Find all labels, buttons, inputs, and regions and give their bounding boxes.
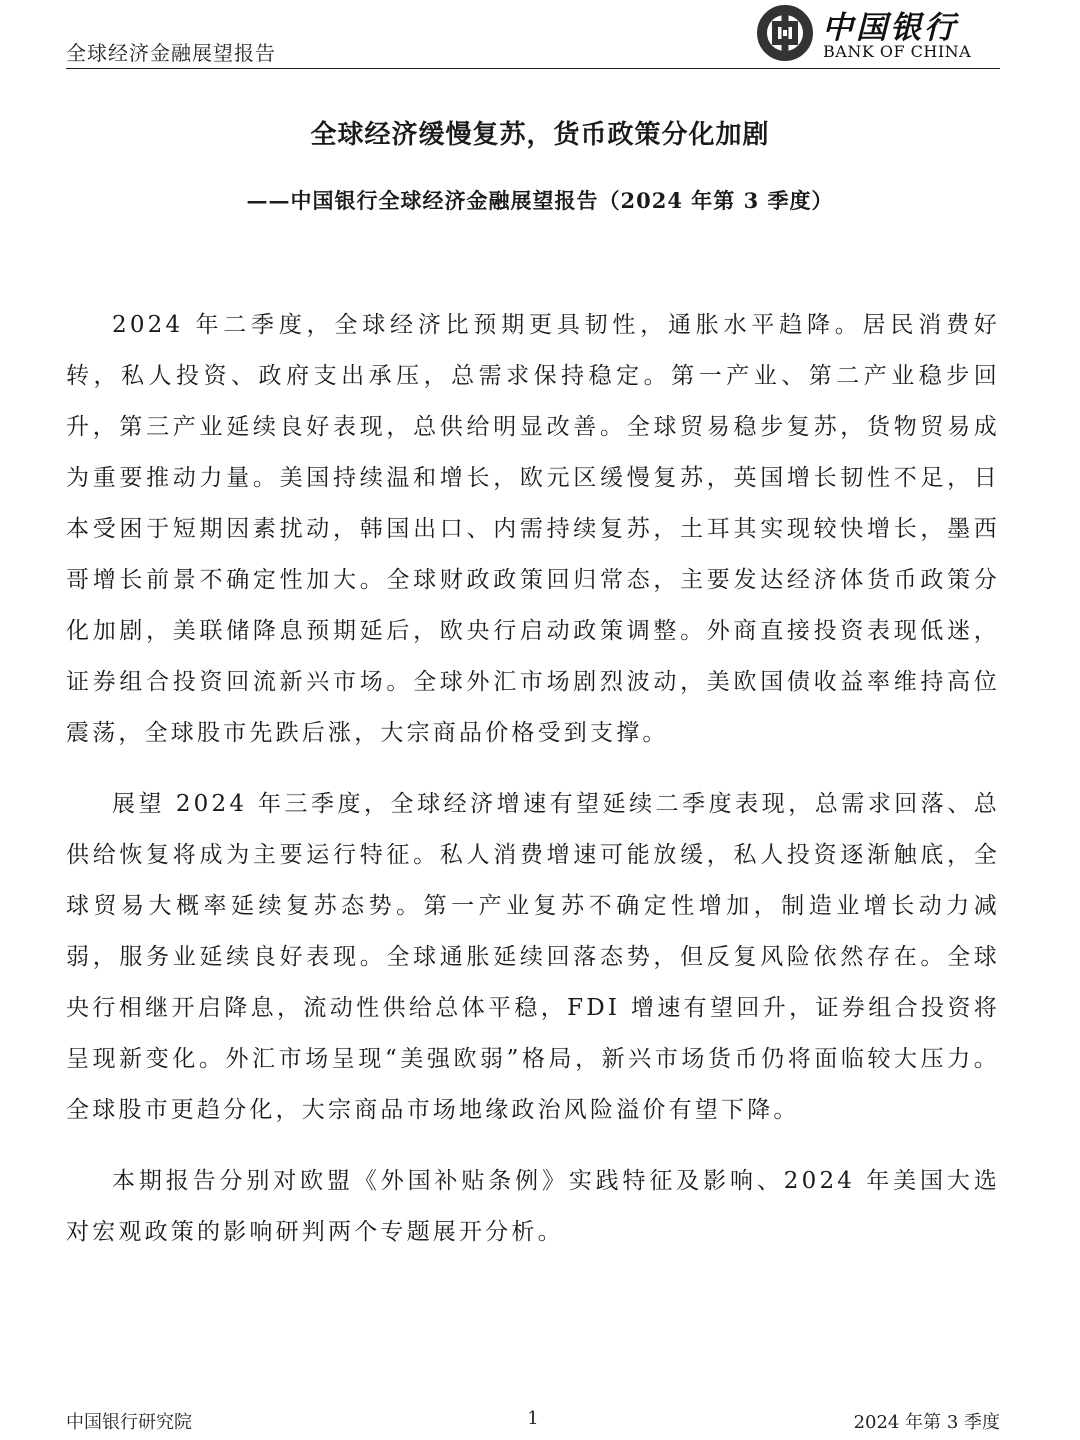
logo-english-name: BANK OF CHINA [823, 42, 972, 61]
document-title: 全球经济缓慢复苏，货币政策分化加剧 [310, 120, 770, 150]
bank-logo [756, 2, 986, 64]
document-subtitle: ——中国银行全球经济金融展望报告（2024 年第 3 季度） [246, 188, 834, 213]
page-number: 1 [527, 1408, 539, 1429]
footer-institution: 中国银行研究院 [66, 1412, 192, 1433]
paragraph: 2024 年二季度，全球经济比预期更具韧性，通胀水平趋降。居民消费好转，私人投资、政府支出承压，总需求保持稳定。第一产业、第二产业稳步回升，第三产业延续良好表现，总供给明显改善。全球贸易稳步复苏，货物贸易成为重要推动力量。美国持续温和增长，欧元区缓慢复苏，英国增长韧性不足，日本受困于短期因素扰动，韩国出口、内需持续复苏，土耳其实现较快增长，墨西哥增长前景不确定性加大。全球财政政策回归常态，主要发达经济体货币政策分化加剧，美联储降息预期延后，欧央行启动政策调整。外商直接投资表现低迷，证券组合投资回流新兴市场。全球外汇市场剧烈波动，美欧国债收益率维持高位震荡，全球股市先跌后涨，大宗商品价格受到支撑。 [66, 312, 1000, 746]
document-body [66, 300, 1000, 1278]
page-footer [66, 1408, 1000, 1436]
bank-of-china-emblem-icon [756, 4, 814, 62]
page-header [66, 0, 1000, 69]
paragraph: 展望 2024 年三季度，全球经济增速有望延续二季度表现，总需求回落、总供给恢复将成为主要运行特征。私人消费增速可能放缓，私人投资逐渐触底，全球贸易大概率延续复苏态势。第一产业复苏不确定性增加，制造业增长动力减弱，服务业延续良好表现。全球通胀延续回落态势，但反复风险依然存在。全球央行相继开启降息，流动性供给总体平稳，FDI 增速有望回升，证券组合投资将呈现新变化。外汇市场呈现“美强欧弱”格局，新兴市场货币仍将面临较大压力。全球股市更趋分化，大宗商品市场地缘政治风险溢价有望下降。 [66, 791, 1000, 1123]
footer-period: 2024 年第 3 季度 [853, 1412, 1000, 1433]
header-title: 全球经济金融展望报告 [66, 41, 276, 65]
paragraph: 本期报告分别对欧盟《外国补贴条例》实践特征及影响、2024 年美国大选对宏观政策的影响研判两个专题展开分析。 [66, 1168, 1000, 1245]
logo-chinese-name: 中国银行 [822, 10, 958, 46]
